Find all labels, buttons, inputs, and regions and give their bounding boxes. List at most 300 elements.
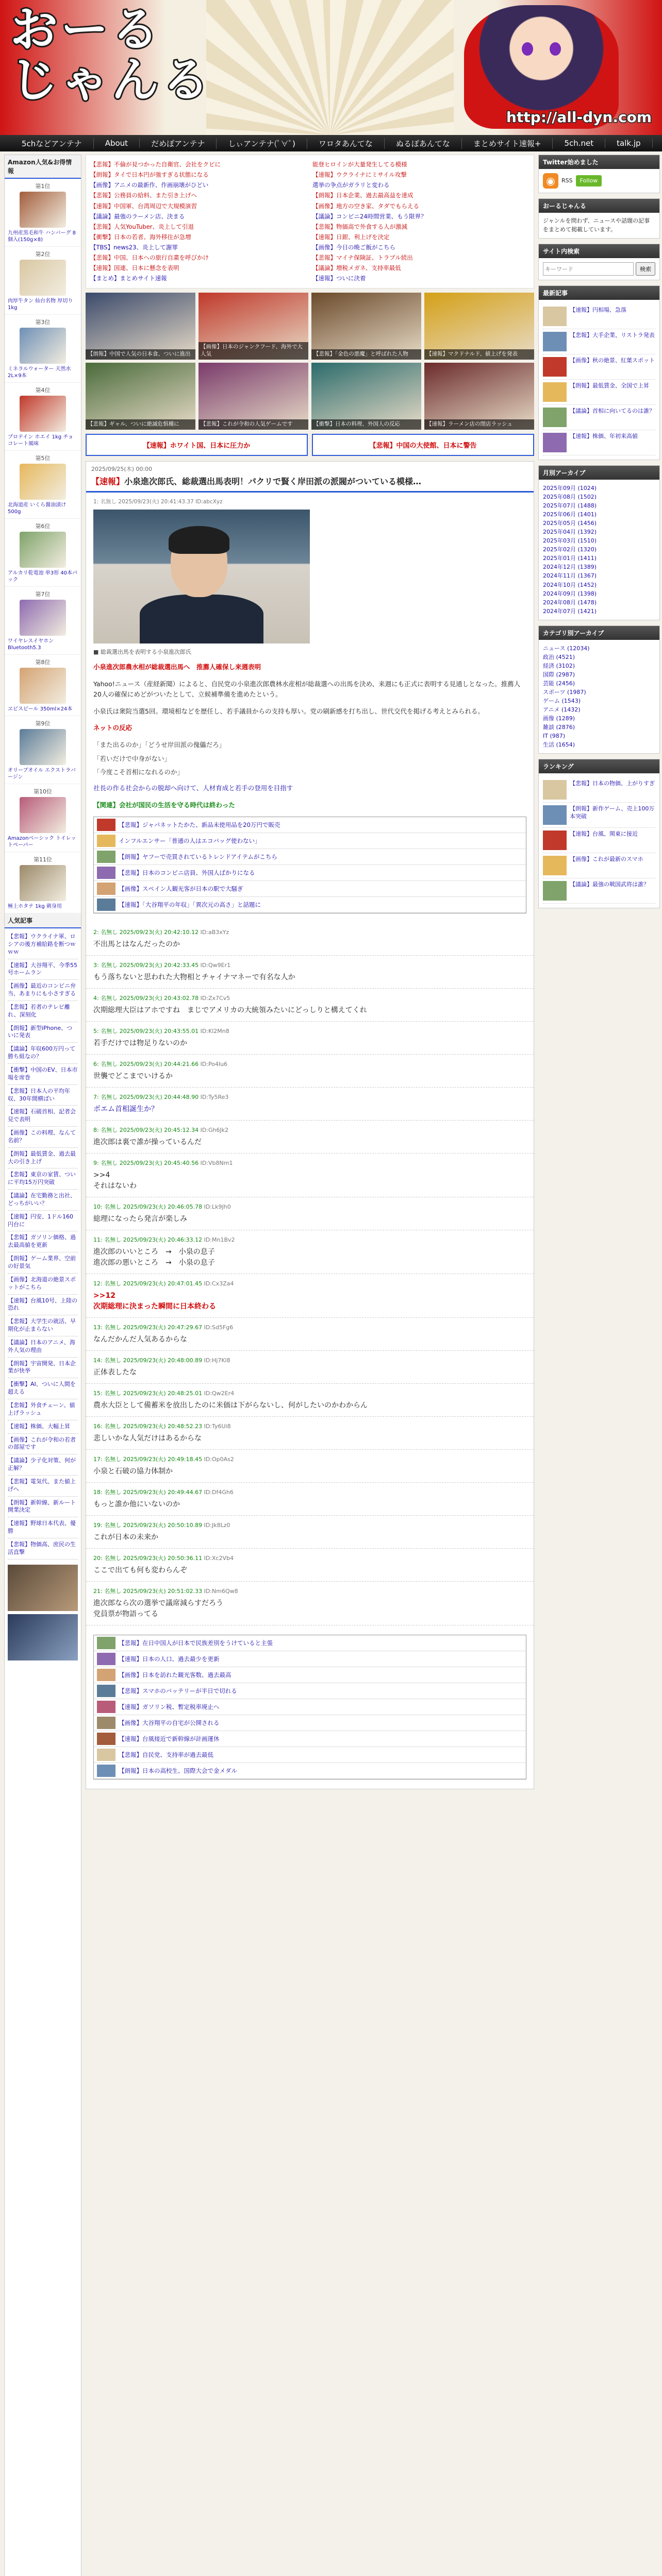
ranking-list (539, 773, 659, 908)
nav-item-damepo[interactable]: だめぽアンテナ (140, 138, 217, 149)
recent-article[interactable] (543, 304, 655, 329)
reactions-title: ネットの反応 (93, 724, 133, 732)
popular-article-link[interactable]: 【画像】この料理、なんて名前？ (8, 1127, 78, 1148)
recent-article[interactable] (543, 354, 655, 380)
popular-list (5, 928, 81, 1562)
archive-box-title: 月別アーカイブ (539, 466, 659, 480)
related-link-thumbnail (97, 899, 115, 911)
thumbnail-caption: 【衝撃】日本の料理、外国人の反応 (311, 419, 421, 430)
comment (86, 1274, 534, 1318)
recent-box-title: 最新記事 (539, 286, 659, 300)
article-title-source: 【速報】 (91, 476, 125, 486)
comment-id: ID:Df4Gh6 (204, 1489, 234, 1496)
antenna-link[interactable]: 【速報】中国軍、台湾周辺で大規模演習 (90, 202, 197, 210)
comment-body: 悲しいかな人気だけはあるからな (93, 1434, 202, 1443)
recent-article[interactable] (543, 430, 655, 455)
comment-header (93, 1159, 526, 1167)
archive-link[interactable]: 2024年10月 (1452) (543, 581, 597, 588)
related-link[interactable] (94, 833, 526, 849)
reaction-quote: 「また出るのか」「どうせ岸田派の傀儡だろ」 (93, 741, 226, 749)
related-link-thumbnail (97, 835, 115, 847)
comment-body: 正体表したな (93, 1368, 137, 1377)
popular-article-link[interactable]: 【速報】大谷翔平、今季55号ホームラン (8, 959, 78, 980)
antenna-link[interactable]: 【画像】アニメの最新作、作画崩壊がひどい (90, 181, 209, 189)
thumbnail-caption: 【悲報】「金色の悪魔」と呼ばれた人物 (311, 349, 421, 360)
popular-article-link[interactable]: 【速報】台風10号、上陸の恐れ (8, 1295, 78, 1316)
site-logo[interactable] (10, 2, 227, 125)
ranking-article-thumbnail (543, 881, 567, 901)
comment-meta: 9: 名無し 2025/09/23(火) 20:45:40.56 (93, 1160, 199, 1167)
recent-article-text: 【悲報】大手企業、リストラ発表 (570, 332, 655, 338)
antenna-link[interactable]: 【速報】ウクライナにミサイル攻撃 (312, 171, 407, 179)
comment-body: 進次郎のいいところ → 小泉の息子 進次郎の悪いところ → 小泉の息子 (93, 1248, 215, 1267)
archive-link[interactable]: 2024年07月 (1421) (543, 607, 597, 615)
ranking-article[interactable] (543, 878, 655, 904)
archive-link[interactable]: 2024年08月 (1478) (543, 599, 597, 606)
amazon-thumbnail[interactable] (20, 600, 66, 636)
photo-suit (140, 595, 263, 643)
related-link[interactable] (94, 817, 526, 833)
comment-header (93, 1027, 526, 1035)
antenna-link[interactable]: 【悲報】物価高で外食する人が激減 (312, 223, 407, 230)
category-link[interactable]: 雑談 (2876) (543, 724, 575, 731)
comment-id: ID:Hj7Kl8 (204, 1357, 230, 1364)
archive-link[interactable]: 2024年09月 (1398) (543, 590, 597, 597)
ranking-article-text: 【速報】台風、関東に接近 (570, 831, 638, 838)
category-link[interactable]: ニュース (12034) (543, 645, 590, 652)
amazon-item-name[interactable]: ヱビスビール 350ml×24本 (8, 706, 73, 712)
comment-body: ここで出ても何も変わらんぞ (93, 1566, 187, 1575)
related-article-text: 【速報】日本の人口、過去最少を更新 (119, 1655, 220, 1663)
amazon-rank: 第4位 (35, 387, 51, 394)
amazon-item-name[interactable]: アルカリ乾電池 単3形 40本パック (8, 570, 78, 583)
amazon-thumbnail[interactable] (20, 668, 66, 704)
follow-button[interactable]: Follow (576, 175, 602, 187)
nav-item-shii[interactable]: しぃアンテナ(ﾟ∀ﾟ) (217, 138, 307, 149)
comment-meta: 18: 名無し 2025/09/23(火) 20:49:44.67 (93, 1489, 203, 1496)
related-link[interactable] (94, 897, 526, 913)
thumbnail-caption: 【悲報】これが令和の人気ゲームです (198, 419, 308, 430)
amazon-thumbnail[interactable] (20, 729, 66, 765)
comment-body: 進次郎は裏で誰が操っているんだ (93, 1138, 202, 1147)
antenna-link[interactable]: 【議論】コンビニ24時間営業、もう限界？ (312, 212, 427, 220)
amazon-item[interactable] (5, 315, 81, 383)
nav-item-matome[interactable]: まとめサイト速報+ (462, 138, 553, 149)
amazon-item-name[interactable]: オリーブオイル エクストラバージン (8, 768, 76, 780)
thumbnail-link[interactable] (311, 293, 421, 360)
comment (86, 1549, 534, 1582)
archive-link[interactable]: 2025年08月 (1502) (543, 494, 597, 501)
recent-article[interactable] (543, 405, 655, 430)
ranking-article[interactable] (543, 777, 655, 803)
category-link[interactable]: アニメ (1432) (543, 706, 581, 714)
related-article-text: 【画像】日本を訪れた観光客数、過去最高 (119, 1671, 231, 1679)
archive-link[interactable]: 2025年02月 (1320) (543, 546, 597, 553)
recent-article-text: 【議論】首相に向いてるのは誰？ (570, 408, 655, 414)
comment-id: ID:Vb8Nm1 (200, 1160, 233, 1167)
comment-body: ポエム首相誕生か？ (93, 1105, 158, 1114)
archive-link[interactable]: 2025年04月 (1392) (543, 529, 597, 536)
related-article-text: 【悲報】自民党、支持率が過去最低 (119, 1751, 213, 1758)
antenna-link[interactable]: 【悲報】人気YouTuber、炎上して引退 (90, 223, 194, 230)
archive-link[interactable]: 2025年03月 (1510) (543, 537, 597, 545)
recent-article-thumbnail (543, 408, 567, 427)
antenna-link[interactable]: 【速報】国連、日本に懸念を表明 (90, 264, 179, 272)
related-article-link[interactable] (94, 1683, 526, 1699)
related-link-heading[interactable]: 【関連】会社が国民の生活を守る時代は終わった (93, 801, 235, 809)
comment-meta: 6: 名無し 2025/09/23(火) 20:44:21.66 (93, 1061, 199, 1068)
popular-article-link[interactable]: 【悲報】物価高、庶民の生活直撃 (8, 1538, 78, 1560)
related-link-text: 【画像】スペイン人観光客が日本の駅で大騒ぎ (119, 885, 243, 892)
related-link-text: 【悲報】ジャパネットたかた、新品未使用品を20万円で販売 (119, 821, 280, 828)
search-input[interactable] (543, 262, 634, 276)
comment (86, 1088, 534, 1121)
article-lead: 小泉進次郎農水相が総裁選出馬へ 推薦人確保し来週表明 (93, 663, 261, 671)
archive-link[interactable]: 2025年09月 (1024) (543, 485, 597, 492)
recent-article-thumbnail (543, 332, 567, 351)
amazon-item[interactable] (5, 587, 81, 655)
related-article-link[interactable] (94, 1635, 526, 1651)
category-link[interactable]: 芸能 (2456) (543, 680, 575, 687)
popular-article-link[interactable]: 【速報】株価、大幅上昇 (8, 1420, 78, 1434)
popular-article-link[interactable]: 【速報】石破首相、記者会見で表明 (8, 1106, 78, 1127)
related-article-thumbnail (97, 1669, 115, 1681)
antenna-link[interactable]: 【議論】増税メガネ、支持率最低 (312, 264, 401, 272)
antenna-link[interactable]: 能登ヒロインが大量発生してる模様 (312, 161, 407, 168)
comment-body: 農水大臣として備蓄米を放出したのに米価は下がらないし、何がしたいのかわからん (93, 1401, 368, 1410)
recent-article-thumbnail (543, 433, 567, 452)
comment-meta: 8: 名無し 2025/09/23(火) 20:45:12.34 (93, 1127, 199, 1134)
popular-article-link[interactable]: 【悲報】ウクライナ軍、ロシアの後方補給路を断つｗｗｗ (8, 930, 78, 959)
ranking-article-thumbnail (543, 856, 567, 875)
thumbnail-link[interactable] (198, 363, 308, 430)
amazon-rank: 第3位 (35, 319, 51, 326)
archive-box (538, 465, 660, 620)
nav-item-talkjp[interactable]: talk.jp (605, 139, 652, 148)
related-article-link[interactable] (94, 1747, 526, 1763)
post-meta: 1: 名無し 2025/09/23(火) 20:41:43.37 ID:abcXyz (93, 498, 223, 505)
comment-header (93, 1521, 526, 1529)
comment-body: 総理になったら発言が楽しみ (93, 1215, 187, 1224)
search-box-title: サイト内検索 (539, 244, 659, 258)
amazon-widget-title: Amazon人気&お得情報 (5, 155, 81, 179)
photo-caption: ■ 総裁選出馬を表明する小泉進次郎氏 (93, 648, 191, 655)
related-article-thumbnail (97, 1653, 115, 1665)
popular-article-link[interactable]: 【悲報】ガソリン価格、過去最高値を更新 (8, 1231, 78, 1252)
recent-article[interactable] (543, 380, 655, 405)
comment-header (93, 1279, 526, 1287)
header-rays (206, 0, 454, 135)
thumbnail-grid (86, 293, 534, 430)
comment-meta: 14: 名無し 2025/09/23(火) 20:48:00.89 (93, 1357, 203, 1364)
thumbnail-link[interactable] (311, 363, 421, 430)
amazon-thumbnail[interactable] (20, 260, 66, 296)
amazon-item[interactable] (5, 247, 81, 315)
related-link-text: 【朗報】ヤフーで売買されているトレンドアイテムがこちら (119, 853, 277, 860)
amazon-list (5, 179, 81, 913)
related-link[interactable] (94, 865, 526, 881)
popular-article-link[interactable]: 【悲報】外食チェーン、値上げラッシュ (8, 1399, 78, 1420)
popular-article-link[interactable]: 【議論】年収600万円って勝ち組なの？ (8, 1043, 78, 1064)
comment-meta: 4: 名無し 2025/09/23(火) 20:43:02.78 (93, 995, 199, 1002)
amazon-item-name[interactable]: 肉厚牛タン 仙台名物 厚切り 1kg (8, 298, 73, 311)
amazon-item[interactable] (5, 383, 81, 451)
amazon-rank: 第6位 (35, 523, 51, 530)
comment-header (93, 1587, 526, 1595)
category-link[interactable]: ゲーム (1543) (543, 697, 581, 704)
photo-hair (169, 526, 229, 554)
recent-list (539, 300, 659, 460)
amazon-rank: 第8位 (35, 659, 51, 666)
popular-article-link[interactable]: 【衝撃】AI、ついに人間を超える (8, 1378, 78, 1399)
comment (86, 1121, 534, 1154)
popular-article-link[interactable]: 【悲報】大学生の就活、早期化が止まらない (8, 1315, 78, 1336)
antenna-link[interactable]: 【悲報】中国、日本への旅行自粛を呼びかけ (90, 254, 209, 262)
amazon-thumbnail[interactable] (20, 396, 66, 432)
amazon-item-name[interactable]: ワイヤレスイヤホン Bluetooth5.3 (8, 638, 54, 651)
popular-article-link[interactable]: 【朗報】新型iPhone、ついに発表 (8, 1022, 78, 1043)
ranking-article[interactable] (543, 803, 655, 828)
antenna-link[interactable]: 選挙の争点がガラリと変わる (312, 181, 390, 189)
search-button[interactable]: 検索 (636, 262, 655, 276)
antenna-link[interactable]: 【悲報】不倫が見つかった自衛官、会社をクビに (90, 161, 221, 168)
promo-link[interactable]: 【速報】ホワイト国、日本に圧力か (86, 434, 308, 456)
thumbnail-link[interactable] (198, 293, 308, 360)
related-article-link[interactable] (94, 1715, 526, 1731)
comment-meta: 3: 名無し 2025/09/23(火) 20:42:33.45 (93, 962, 199, 969)
popular-article-link[interactable]: 【悲報】日本人の平均年収、30年間横ばい (8, 1085, 78, 1106)
popular-thumbnail[interactable] (8, 1565, 78, 1611)
antenna-link[interactable]: 【朗報】日本企業、過去最高益を達成 (312, 192, 413, 199)
popular-article-link[interactable]: 【議論】在宅勤務と出社、どっちがいい？ (8, 1190, 78, 1211)
category-link[interactable]: 経済 (3102) (543, 662, 575, 669)
category-link[interactable]: 政治 (4521) (543, 653, 575, 660)
popular-article-link[interactable]: 【悲報】電気代、また値上げへ (8, 1476, 78, 1497)
search-row (539, 258, 659, 280)
ranking-box-title: ランキング (539, 759, 659, 773)
category-link[interactable]: 国際 (2987) (543, 671, 575, 678)
amazon-item-name[interactable]: Amazonベーシック トイレットペーパー (8, 836, 76, 848)
related-article-text: 【朗報】日本の高校生、国際大会で金メダル (119, 1767, 237, 1774)
thumbnail-link[interactable] (86, 363, 195, 430)
popular-article-link[interactable]: 【画像】これが令和の若者の部屋です (8, 1434, 78, 1455)
comment-header (93, 1422, 526, 1430)
related-article-link[interactable] (94, 1699, 526, 1715)
comment-id: ID:Mn1Bv2 (204, 1236, 235, 1244)
archive-link[interactable]: 2025年07月 (1488) (543, 502, 597, 510)
archive-link[interactable]: 2025年05月 (1456) (543, 520, 597, 527)
related-articles (86, 1625, 534, 1789)
antenna-links (86, 155, 534, 289)
related-link-text: インフルエンサー「普通の人はエコバッグ使わない」 (119, 837, 261, 844)
amazon-item[interactable] (5, 716, 81, 784)
rss-icon[interactable]: ◉ (543, 173, 558, 189)
reaction-quote: 「若いだけで中身がない」 (93, 754, 171, 762)
antenna-link[interactable]: 【TBS】news23、炎上して謝罪 (90, 244, 178, 251)
comment (86, 1055, 534, 1088)
comment (86, 1154, 534, 1197)
popular-article-link[interactable]: 【朗報】最低賃金、過去最大の引き上げ (8, 1148, 78, 1169)
comment-body: 不出馬とはなんだったのか (93, 940, 180, 949)
rss-label[interactable]: RSS (561, 177, 573, 184)
comment-id: ID:Gh6Jk2 (200, 1127, 229, 1134)
popular-article-link[interactable]: 【朗報】宇宙開発、日本企業が快挙 (8, 1358, 78, 1379)
ranking-box (538, 759, 660, 908)
comment-meta: 16: 名無し 2025/09/23(火) 20:48:52.23 (93, 1423, 203, 1430)
promo-link[interactable]: 【悲報】中国の大使館、日本に警告 (312, 434, 534, 456)
antenna-link[interactable]: 【朗報】タイで日本円が強すぎる状態になる (90, 171, 209, 179)
comment-meta: 17: 名無し 2025/09/23(火) 20:49:18.45 (93, 1456, 203, 1463)
amazon-item-name[interactable]: プロテイン ホエイ 1kg チョコレート風味 (8, 434, 74, 447)
nav-item-about[interactable]: About (94, 139, 140, 148)
antenna-link[interactable]: 【悲報】マイナ保険証、トラブル続出 (312, 254, 413, 262)
popular-article-link[interactable]: 【朗報】ゲーム業界、空前の好景気 (8, 1252, 78, 1274)
antenna-link[interactable]: 【画像】今日の晩ご飯がこちら (312, 244, 395, 251)
comment-body: 進次郎なら次の選挙で議席減らすだろう 党員票が物語ってる (93, 1599, 223, 1619)
thumbnail-link[interactable] (424, 293, 534, 360)
amazon-item[interactable] (5, 519, 81, 587)
popular-thumbnail[interactable] (8, 1614, 78, 1660)
ranking-article[interactable] (543, 853, 655, 878)
comment (86, 1450, 534, 1483)
comment (86, 1384, 534, 1417)
popular-article-link[interactable]: 【朗報】新幹線、新ルート開業決定 (8, 1497, 78, 1518)
category-link[interactable]: IT (987) (543, 733, 566, 740)
comment-header (93, 961, 526, 969)
amazon-rank: 第5位 (35, 455, 51, 462)
category-link[interactable]: 生活 (1654) (543, 741, 575, 749)
amazon-item-name[interactable]: ミネラルウォーター 天然水 2L×9本 (8, 366, 71, 379)
amazon-thumbnail[interactable] (20, 328, 66, 364)
popular-article-link[interactable]: 【衝撃】中国のEV、日本市場を席巻 (8, 1064, 78, 1085)
social-box (538, 155, 660, 193)
popular-article-link[interactable]: 【速報】野球日本代表、優勝 (8, 1517, 78, 1538)
nav-item-5ch[interactable]: 5ch.net (553, 139, 605, 148)
archive-link[interactable]: 2024年11月 (1367) (543, 572, 597, 580)
category-link[interactable]: 画像 (1289) (543, 715, 575, 722)
thumbnail-caption: 【速報】マクドナルド、値上げを発表 (424, 349, 534, 360)
related-article-text: 【速報】ガソリン税、暫定税率廃止へ (119, 1703, 220, 1710)
ranking-article-thumbnail (543, 780, 567, 800)
amazon-item-name[interactable]: 極上ホタテ 1kg 刺身用 (8, 904, 62, 909)
ranking-article-text: 【朗報】新作ゲーム、売上100万本突破 (570, 805, 655, 820)
amazon-item-name[interactable]: 北海道産 いくら醤油漬け 500g (8, 502, 67, 515)
right-sidebar (538, 155, 660, 2576)
mascot-eye-right (550, 42, 561, 56)
comment-id: ID:Xc2Vb4 (204, 1555, 234, 1562)
related-article-text: 【悲報】在日中国人が日本で民族差別をうけていると主張 (119, 1639, 273, 1647)
amazon-thumbnail[interactable] (20, 797, 66, 833)
popular-article-link[interactable]: 【画像】北海道の絶景スポットがこちら (8, 1274, 78, 1295)
thumbnail-link[interactable] (424, 363, 534, 430)
comment-meta: 12: 名無し 2025/09/23(火) 20:47:01.45 (93, 1280, 203, 1287)
related-article-thumbnail (97, 1701, 115, 1713)
popular-article-link[interactable]: 【悲報】東京の家賃、ついに平均15万円突破 (8, 1168, 78, 1190)
antenna-link[interactable]: 【画像】地方の空き家、タダでもらえる (312, 202, 419, 210)
amazon-thumbnail[interactable] (20, 192, 66, 228)
thumbnail-caption: 【悲報】ギャル、ついに絶滅危惧種に (86, 419, 195, 430)
comment-header (93, 928, 526, 936)
antenna-links-col-2 (312, 159, 529, 284)
related-link-thumbnail (97, 867, 115, 879)
article-paragraph: 小泉氏は衆院当選5回。環境相などを歴任し、若手議員からの支持も厚い。党の刷新感を打ち出し、世代交代を掲げる考えとみられる。 (93, 707, 484, 715)
popular-article-link[interactable]: 【議論】日本のアニメ、海外人気の理由 (8, 1336, 78, 1358)
related-link-text: 【速報】「大谷翔平の年収」「異次元の高さ」と話題に (119, 901, 261, 908)
ranking-article-thumbnail (543, 831, 567, 850)
category-link[interactable]: スポーツ (1987) (543, 688, 586, 696)
nav-item-antenna[interactable]: 5chなどアンテナ (10, 138, 94, 149)
related-article-link[interactable] (94, 1763, 526, 1779)
related-link[interactable] (94, 881, 526, 897)
amazon-item[interactable] (5, 852, 81, 913)
amazon-item-name[interactable]: 九州産黒毛和牛 ハンバーグ 8個入(150g×8) (8, 230, 76, 243)
comment-meta: 11: 名無し 2025/09/23(火) 20:46:33.12 (93, 1236, 203, 1244)
ranking-article-text: 【画像】これが最新のスマホ (570, 856, 643, 863)
amazon-rank: 第9位 (35, 720, 51, 727)
comment (86, 1022, 534, 1055)
comment-header (93, 1060, 526, 1068)
archive-link[interactable]: 2025年06月 (1401) (543, 511, 597, 518)
antenna-link[interactable]: 【議論】最強のラーメン店、決まる (90, 212, 185, 220)
amazon-item[interactable] (5, 655, 81, 716)
related-article-thumbnail (97, 1765, 115, 1777)
popular-widget-title: 人気記事 (5, 913, 81, 928)
article-paragraph: Yahoo!ニュース（産経新聞）によると、自民党の小泉進次郎農林水産相が総裁選への出馬を決め、来週にも正式に表明する見通しとなった。推薦人20人の確保にめどがついたとして、立候補準備を進めたという。 (93, 680, 521, 699)
thumbnail-link[interactable] (86, 293, 195, 360)
amazon-rank: 第7位 (35, 591, 51, 598)
archive-link[interactable]: 2024年12月 (1389) (543, 564, 597, 571)
archive-link[interactable]: 2025年01月 (1411) (543, 555, 597, 562)
ranking-article[interactable] (543, 828, 655, 853)
recent-article-text: 【画像】秋の絶景、紅葉スポット (570, 357, 655, 364)
amazon-thumbnail[interactable] (20, 532, 66, 568)
article-title-text: 小泉進次郎氏、総裁選出馬表明！パクリで賢く岸田派の派閥がついている模様… (124, 476, 422, 486)
nav-item-nurupo[interactable]: ぬるぽあんてな (385, 138, 462, 149)
related-article-link[interactable] (94, 1651, 526, 1667)
related-article-link[interactable] (94, 1731, 526, 1747)
antenna-link[interactable]: 【まとめ】まとめサイト速報 (90, 275, 167, 282)
amazon-thumbnail[interactable] (20, 464, 66, 500)
amazon-item[interactable] (5, 451, 81, 519)
popular-article-link[interactable]: 【速報】円安、1ドル160円台に (8, 1211, 78, 1232)
antenna-link[interactable]: 【衝撃】日本の若者、海外移住が急増 (90, 233, 191, 241)
recent-article[interactable] (543, 329, 655, 354)
related-link[interactable] (94, 849, 526, 865)
popular-article-link[interactable]: 【画像】最近のコンビニ弁当、あまりにも小さすぎる (8, 980, 78, 1001)
related-article-link[interactable] (94, 1667, 526, 1683)
amazon-item[interactable] (5, 784, 81, 852)
comment-body: もっと誰か他にいないのか (93, 1500, 180, 1509)
antenna-link[interactable]: 【速報】ついに決着 (312, 275, 366, 282)
related-article-text: 【悲報】スマホのバッテリーが半日で切れる (119, 1687, 237, 1694)
antenna-link[interactable]: 【速報】日銀、利上げを決定 (312, 233, 390, 241)
amazon-thumbnail[interactable] (20, 865, 66, 901)
recent-article-text: 【速報】円相場、急落 (570, 307, 626, 313)
related-article-text: 【画像】大谷翔平の自宅が公開される (119, 1719, 220, 1726)
comment-header (93, 1235, 526, 1244)
about-box (538, 198, 660, 239)
amazon-rank: 第2位 (35, 251, 51, 258)
popular-article-link[interactable]: 【悲報】若者のテレビ離れ、深刻化 (8, 1001, 78, 1022)
article-highlight: 社長の作る社会からの脱却へ向けて、人材育成と若手の登用を目指す (93, 784, 293, 792)
comment (86, 1483, 534, 1516)
about-box-title: おーるじゃんる (539, 199, 659, 213)
comment-body: 次期総理大臣はアホですね まじでアメリカの大統領みたいにどっしりと構えてくれ (93, 1006, 367, 1015)
antenna-link[interactable]: 【悲報】公務員の給料、また引き上げへ (90, 192, 197, 199)
nav-item-warota[interactable]: ワロタあんてな (307, 138, 385, 149)
amazon-item[interactable] (5, 179, 81, 247)
popular-article-link[interactable]: 【議論】少子化対策、何が正解？ (8, 1454, 78, 1476)
